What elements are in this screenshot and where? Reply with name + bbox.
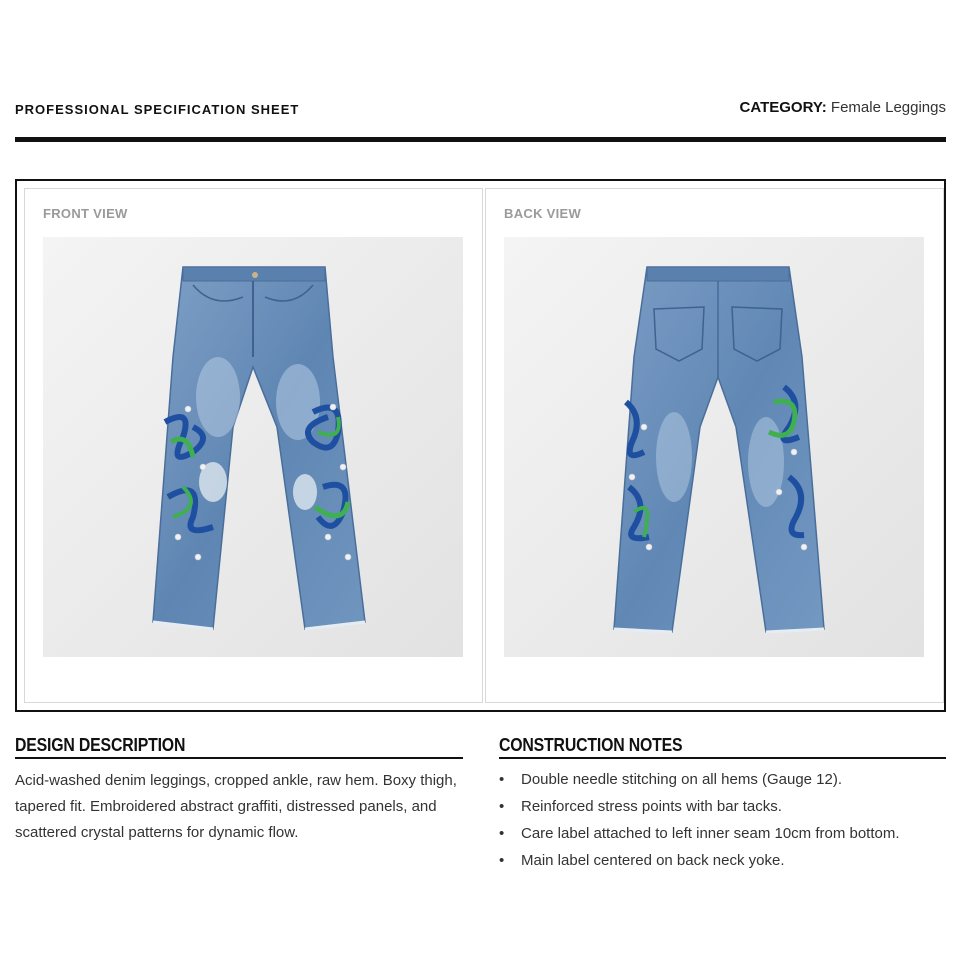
- views-frame: [15, 179, 946, 712]
- back-view-label: BACK VIEW: [504, 206, 582, 221]
- back-view-image: [504, 237, 924, 657]
- construction-notes-heading: CONSTRUCTION NOTES: [499, 735, 683, 755]
- bullet-icon: •: [499, 825, 505, 842]
- construction-note-text: Main label centered on back neck yoke.: [521, 852, 785, 869]
- bullet-icon: •: [499, 771, 505, 788]
- front-jeans-illustration: [43, 237, 463, 657]
- construction-note-text: Reinforced stress points with bar tacks.: [521, 798, 782, 815]
- header-divider: [15, 137, 946, 142]
- design-heading-rule: [15, 757, 463, 759]
- construction-note-text: Care label attached to left inner seam 10cm from bottom.: [521, 825, 900, 842]
- category: [740, 99, 946, 116]
- front-view-panel: [24, 188, 483, 703]
- back-jeans-illustration: [504, 237, 924, 657]
- construction-note: [499, 766, 944, 793]
- front-view-label: FRONT VIEW: [43, 206, 128, 221]
- category-value: Female Leggings: [830, 99, 946, 116]
- construction-notes-list: [499, 766, 944, 874]
- construction-heading-rule: [499, 757, 946, 759]
- back-view-panel: [485, 188, 944, 703]
- bullet-icon: •: [499, 852, 505, 869]
- design-description-text: Acid-washed denim leggings, cropped ankle, raw hem. Boxy thigh, tapered fit. Embroidered abstract graffiti, distressed panels, and scattered crystal patterns for dynamic flow.: [15, 772, 457, 841]
- construction-note: [499, 793, 944, 820]
- sheet-title: PROFESSIONAL SPECIFICATION SHEET: [15, 102, 300, 117]
- front-view-image: [43, 237, 463, 657]
- construction-note: [499, 847, 944, 874]
- construction-note: [499, 820, 944, 847]
- bullet-icon: •: [499, 798, 505, 815]
- construction-note-text: Double needle stitching on all hems (Gauge 12).: [521, 771, 843, 788]
- design-description-heading: DESIGN DESCRIPTION: [15, 735, 186, 755]
- category-label: CATEGORY:: [739, 99, 827, 116]
